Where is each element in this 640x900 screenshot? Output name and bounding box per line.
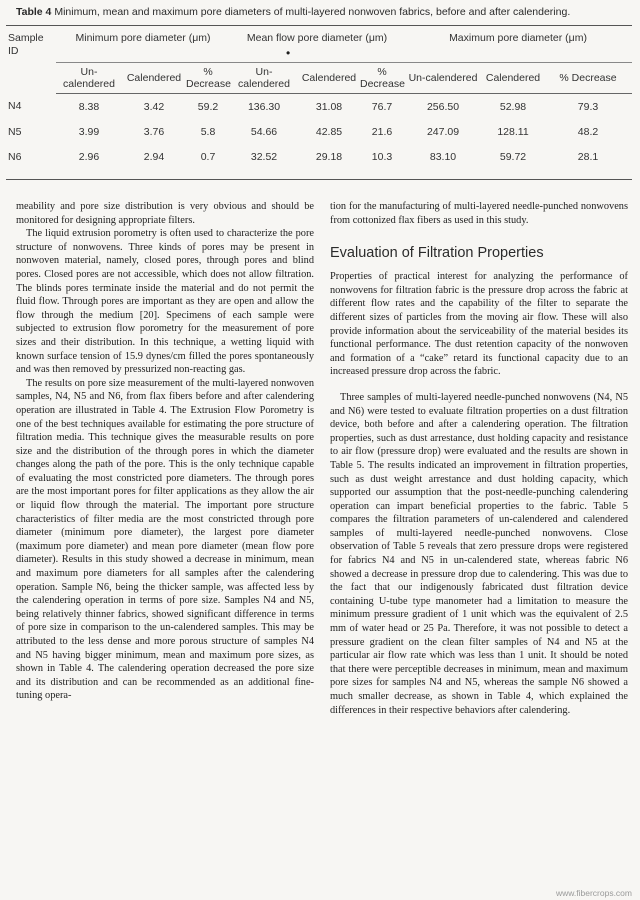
- table-cell: 59.72: [499, 150, 527, 163]
- body-paragraph: The liquid extrusion porometry is often used to characterize the pore structure of nonwovens. Three kinds of pores may be present in nonwoven material, namely, closed pores, through pores and blind pores. Closed pores are not accessible, which does not allow filtration. The blinds pores terminate inside the material and do not permit the fluid flow. Through pores are important as they are open and allow the flow through the medium [20]. Specimens of each sample were subjected to extrusion flow porometry for the measurement of pore sizes and their distribution. In this technique, a wetting liquid with known surface tension of 15.9 dynes/cm filled the pores spontaneously and was then removed by pressurized non-reacting gas.: [16, 228, 314, 376]
- table-cell: 31.08: [315, 100, 343, 113]
- table-row: [6, 94, 632, 120]
- table-cell: 54.66: [250, 125, 278, 138]
- table-cell: 0.7: [200, 150, 216, 163]
- table-cell: 5.8: [200, 125, 216, 138]
- table-cell: 256.50: [426, 100, 460, 113]
- body-paragraph: meability and pore size distribution is very obvious and should be monitored for designing appropriate filters.: [16, 201, 314, 226]
- table-cell: 28.1: [577, 150, 599, 163]
- table-cell: 76.7: [371, 100, 393, 113]
- table-cell: 21.6: [371, 125, 393, 138]
- table-bottom-rule: [6, 179, 632, 180]
- right-column: [330, 200, 628, 894]
- table-row: [6, 144, 632, 169]
- table-cell: 42.85: [315, 125, 343, 138]
- watermark: www.fibercrops.com: [555, 888, 632, 898]
- subheader-calendered: Calendered: [122, 63, 186, 94]
- subheader-uncalendered: Un-calendered: [230, 63, 298, 94]
- table-cell: 52.98: [499, 100, 527, 113]
- table-cell: 3.76: [143, 125, 165, 138]
- table-cell: 3.42: [143, 100, 165, 113]
- body-paragraph: tion for the manufacturing of multi-layered needle-punched nonwovens from cottonized flax fibers as used in this study.: [330, 201, 628, 226]
- table-cell: 2.96: [78, 150, 100, 163]
- pore-diameter-table: [6, 28, 632, 169]
- table-cell: 79.3: [577, 100, 599, 113]
- group-header-mean: Mean flow pore diameter (μm): [230, 28, 404, 63]
- table-cell: N5: [8, 125, 22, 138]
- table-cell: N6: [8, 150, 22, 163]
- table-cell: 3.99: [78, 125, 100, 138]
- table-cell: 8.38: [78, 100, 100, 113]
- table-cell: 10.3: [371, 150, 393, 163]
- table-cell: 83.10: [429, 150, 457, 163]
- table-cell: 128.11: [497, 125, 529, 138]
- subheader-decrease: % Decrease: [360, 63, 404, 94]
- subheader-calendered: Calendered: [298, 63, 360, 94]
- table-cell: 48.2: [577, 125, 599, 138]
- table-cell: 29.18: [315, 150, 343, 163]
- table-cell: 247.09: [426, 125, 460, 138]
- sample-id-header: Sample ID: [8, 32, 44, 57]
- stray-dot: •: [286, 46, 291, 60]
- table-caption: [16, 6, 628, 18]
- group-header-maximum: Maximum pore diameter (μm): [404, 28, 632, 63]
- subheader-decrease: % Decrease: [544, 63, 632, 94]
- subheader-uncalendered: Un-calendered: [56, 63, 122, 94]
- subheader-uncalendered: Un-calendered: [404, 63, 482, 94]
- table-cell: 59.2: [197, 100, 219, 113]
- subheader-calendered: Calendered: [482, 63, 544, 94]
- group-header-minimum: Minimum pore diameter (μm): [56, 28, 230, 63]
- table-row: [6, 119, 632, 144]
- table-caption-text: Minimum, mean and maximum pore diameters of multi-layered nonwoven fabrics, before and after calendering.: [51, 6, 571, 18]
- table-top-rule: [6, 25, 632, 26]
- body-paragraph: The results on pore size measurement of the multi-layered nonwoven samples, N4, N5 and N6, from flax fibers before and after calendering operation are illustrated in Table 4. The Extrusion Flow Porometry is one of the best techniques available for estimating the pore structure of filtration media. This technique gives the measurable results on pore size and the distribution of the through pores in which the diameter changes along the path of the pore. This is the only technique capable of evaluating the most constricted pore diameters. The through pores are the most important pores for filter applications as they allow the air or liquid flow through the material. The important pore structure characteristics of filter media are the most constricted through pore diameter (minimum pore diameter), the largest pore diameter (maximum pore diameter) and mean pore diameter (mean flow pore diameter). Results in this study showed a decrease in minimum, mean and maximum pore diameters for all samples after the calendering operation. Sample N6, being the thicker sample, was affected less by the calendering operation in terms of pore size. Samples N4 and N5, being relatively thinner fabrics, showed significant difference in terms of pore size in comparison to the un-calendered samples. This may be attributed to the less dense and more porous structure of samples N4 and N5 having bigger minimum, mean and maximum pore sizes, as shown in Table 4. The calendering operation decreased the pore size and its distribution and can be recommended as an additional fine-tuning opera-: [16, 377, 314, 702]
- left-column: [16, 200, 314, 894]
- body-paragraph: Properties of practical interest for analyzing the performance of nonwovens for filtration fabric is the pressure drop across the fabric at different flow rates and the capability of the filter to separate the different sizes of particles from the moving air flow. These will also provide information about the serviceability of the material besides its functional performance. The dust retention capacity of the nonwoven and formation of a “cake” retard its functional capacity due to an increased pressure drop across the fabric.: [330, 271, 628, 378]
- section-heading: Evaluation of Filtration Properties: [330, 245, 544, 262]
- body-paragraph: Three samples of multi-layered needle-punched nonwovens (N4, N5 and N6) were tested to evaluate filtration properties on a dust filtration device, both before and after a calendering operation. The filtration properties, such as dust arrestance, dust holding capacity and resistance to air flow (pressure drop) were evaluated and the results are shown in Table 5. The results indicated an improvement in filtration properties, such as dust weight arrestance and dust holding capacity, which supported our assumption that the post-needle-punching calendering operation can impart beneficial properties to the fabric. Table 5 compares the filtration parameters of un-calendered and calendered samples of multi-layered needle-punched nonwovens. Close observation of Table 5 reveals that zero pressure drops were registered for fabrics N4 and N5 in un-calendered state, whereas fabric N6 showed a decrease in pressure drop due to calendering. This was due to the fact that our indigenously fabricated dust filtration device containing U-tube type manometer had a limitation to measure the minimum pressure gradient of 1 unit which was the equivalent of 2.5 mm of water head or 25 Pa. Therefore, it was not possible to detect a pressure gradient on the clean filter samples of N4 and N5 at the particular air flow rate which was less than 1 unit. It should be noted that there were perceptible decreases in minimum, mean and maximum pore sizes for samples N4 and N5, whereas the sample N6 showed a much smaller decrease, as shown in Table 4, which explained the differences in their respective behaviors after calendering.: [330, 391, 628, 716]
- table-cell: N4: [8, 100, 22, 113]
- table-label: Table 4: [16, 6, 52, 18]
- subheader-decrease: % Decrease: [186, 63, 230, 94]
- table-cell: 32.52: [250, 150, 278, 163]
- table-cell: 136.30: [247, 100, 281, 113]
- table-cell: 2.94: [143, 150, 165, 163]
